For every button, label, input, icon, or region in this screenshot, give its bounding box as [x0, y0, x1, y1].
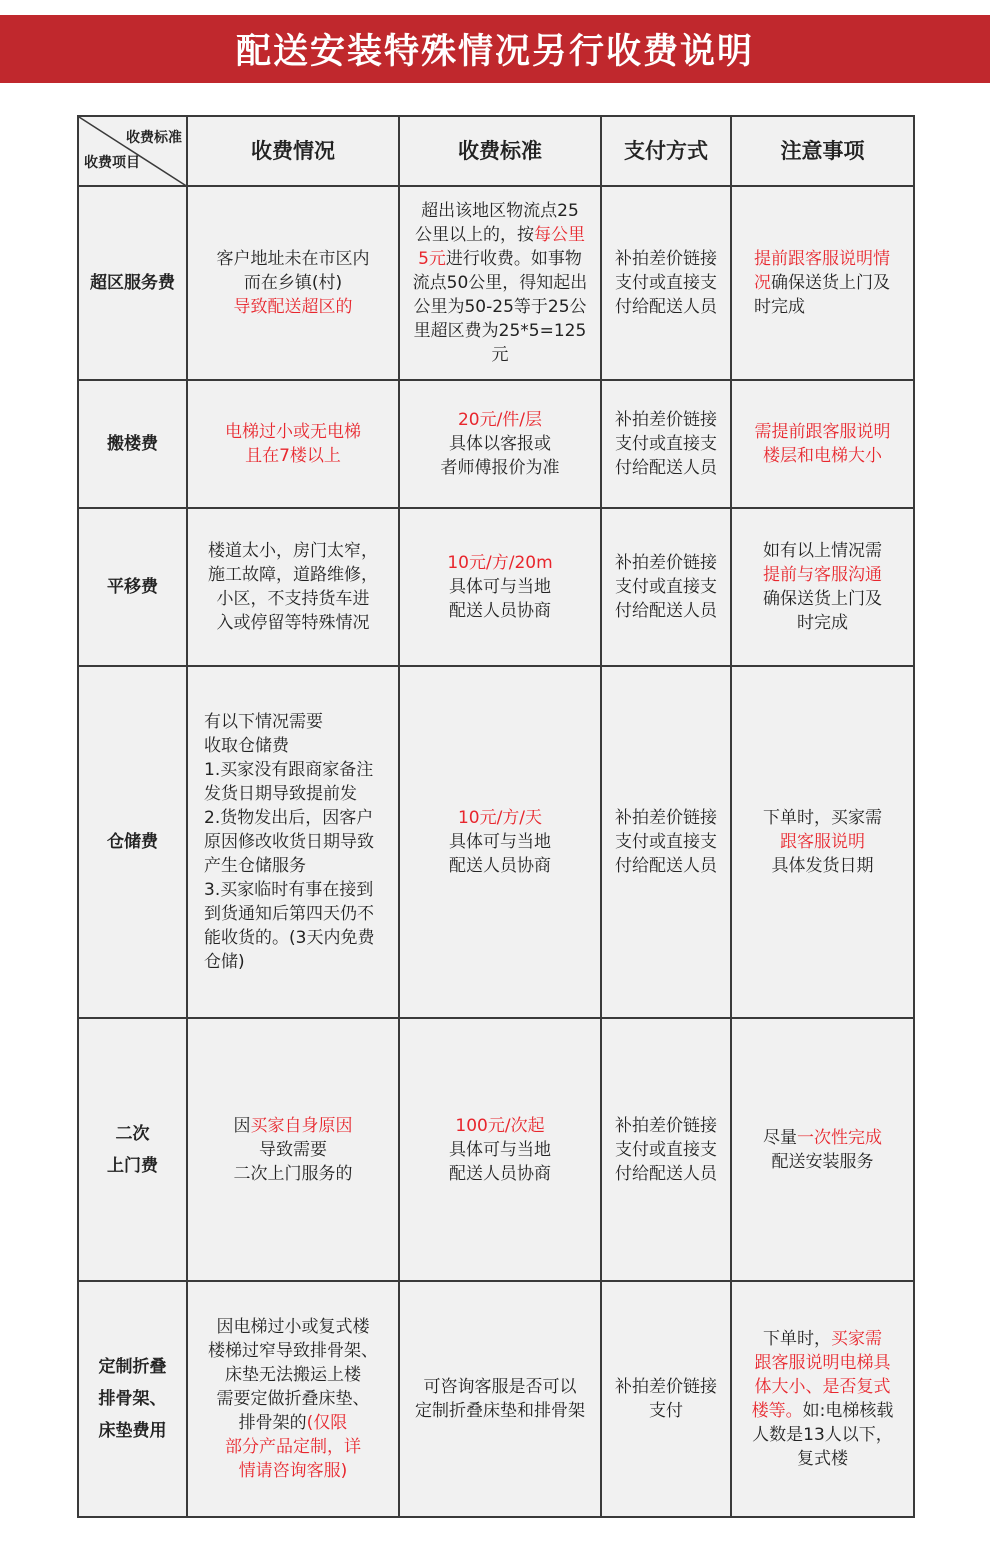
situation-text: 楼梯过窄导致排骨架、 [208, 1341, 378, 1361]
situation-line [194, 1114, 392, 1138]
situation-line [194, 563, 392, 587]
standard-line [406, 1375, 594, 1399]
notes-text: 确保送货上门及 [763, 589, 882, 609]
situation-cell [187, 1018, 399, 1281]
situation-line [194, 295, 392, 319]
standard-text: 超出该地区物流点25 [421, 201, 579, 221]
notes-text: 确保送货上门及 [771, 273, 890, 293]
notes-line [738, 1423, 907, 1447]
payment-line [608, 1375, 724, 1399]
situation-line [204, 926, 392, 950]
fee-item-name-line: 超区服务费 [90, 273, 175, 293]
situation-text: 客户地址未在市区内 [216, 249, 370, 269]
notes-text: 买家需 [831, 1329, 882, 1349]
payment-text: 补拍差价链接 [615, 1377, 717, 1397]
situation-text: 仓储) [204, 952, 245, 972]
notes-line [754, 247, 907, 271]
notes-line [754, 271, 907, 295]
standard-line [406, 223, 594, 247]
notes-line [738, 1351, 907, 1375]
situation-line [194, 1435, 392, 1459]
standard-line [406, 319, 594, 367]
situation-line [204, 950, 392, 974]
fee-item-name-line: 搬楼费 [107, 434, 158, 454]
payment-line [608, 599, 724, 623]
notes-line [738, 444, 907, 468]
notes-text: 提前与客服沟通 [763, 565, 882, 585]
table-row [78, 1281, 914, 1517]
notes-text: 需提前跟客服说明 [754, 422, 891, 442]
notes-line [738, 830, 907, 854]
payment-line [608, 432, 724, 456]
situation-text: 能收货的。(3天内免费 [204, 928, 375, 948]
notes-cell [731, 380, 914, 508]
fee-item-name [78, 186, 187, 380]
situation-text: 3.买家临时有事在接到 [204, 880, 374, 900]
table-row [78, 508, 914, 666]
situation-text: 楼道太小，房门太窄， [208, 541, 378, 561]
header-row [78, 116, 914, 186]
payment-text: 支付或直接支 [615, 577, 717, 597]
notes-line [738, 1150, 907, 1174]
standard-line [406, 247, 594, 271]
payment-line [608, 271, 724, 295]
standard-text: 定制折叠床垫和排骨架 [415, 1401, 585, 1421]
standard-line [406, 295, 594, 319]
fee-item-name [78, 1281, 187, 1517]
notes-text: 楼等。 [751, 1401, 803, 1421]
payment-line [608, 247, 724, 271]
fee-item-name-line: 平移费 [107, 577, 158, 597]
notes-line [738, 1375, 907, 1399]
standard-text: 具体可与当地 [449, 577, 551, 597]
situation-cell [187, 380, 399, 508]
payment-cell [601, 186, 731, 380]
standard-text: 者师傅报价为准 [440, 458, 560, 478]
payment-line [608, 295, 724, 319]
situation-cell [187, 186, 399, 380]
standard-text: 流点50公里，得知起出 [412, 273, 588, 293]
situation-line [194, 271, 392, 295]
situation-line [194, 539, 392, 563]
situation-line [194, 1339, 392, 1363]
fee-item-name [78, 380, 187, 508]
notes-text: 况 [754, 273, 771, 293]
payment-cell [601, 1281, 731, 1517]
payment-line [608, 854, 724, 878]
situation-text: 原因修改收货日期导致 [204, 832, 374, 852]
standard-line [406, 806, 594, 830]
notes-line [738, 539, 907, 563]
fee-item-name-line: 上门费 [107, 1155, 158, 1176]
notes-text: 楼层和电梯大小 [763, 446, 882, 466]
situation-line [194, 1162, 392, 1186]
standard-cell [399, 666, 601, 1018]
payment-text: 付给配送人员 [615, 297, 717, 317]
payment-line [608, 806, 724, 830]
situation-text: 需要定做折叠床垫、 [216, 1389, 370, 1409]
situation-text: (仅限 [306, 1413, 348, 1433]
notes-cell [731, 186, 914, 380]
notes-line [738, 1447, 907, 1471]
payment-text: 支付或直接支 [615, 1139, 717, 1160]
situation-text: 导致配送超区的 [233, 297, 353, 317]
situation-text: 发货日期导致提前发 [204, 784, 357, 804]
standard-line [406, 854, 594, 878]
situation-text: 收取仓储费 [204, 736, 289, 756]
notes-text: 如有以上情况需 [763, 541, 882, 561]
fee-item-name [78, 1018, 187, 1281]
notes-line [738, 1399, 907, 1423]
payment-line [608, 1399, 724, 1423]
standard-text: 公里为50-25等于25公 [413, 297, 587, 317]
fee-item-name [78, 508, 187, 666]
situation-text: 产生仓储服务 [204, 856, 306, 876]
standard-text: 20元/件/层 [457, 410, 543, 430]
standard-line [406, 432, 594, 456]
payment-line [608, 575, 724, 599]
situation-cell [187, 1281, 399, 1517]
situation-line [204, 758, 392, 782]
situation-text: 电梯过小或无电梯 [225, 422, 361, 442]
notes-cell [731, 1018, 914, 1281]
standard-text: 进行收费。如事物 [445, 249, 582, 269]
fee-item-name-line: 床垫费用 [98, 1421, 167, 1441]
table-row [78, 666, 914, 1018]
notes-text: 如:电梯核载 [802, 1401, 894, 1421]
fee-table [77, 115, 915, 1518]
payment-text: 补拍差价链接 [615, 808, 717, 828]
notes-text: 具体发货日期 [771, 856, 874, 876]
notes-text: 配送安装服务 [771, 1151, 874, 1172]
notes-text: 一次性完成 [797, 1127, 882, 1148]
title-banner [0, 15, 990, 83]
table-row [78, 380, 914, 508]
fee-item-name-line: 仓储费 [107, 832, 158, 852]
notes-text: 下单时，买家需 [763, 808, 882, 828]
notes-text: 复式楼 [797, 1449, 848, 1469]
standard-line [406, 456, 594, 480]
notes-text: 时完成 [754, 297, 805, 317]
situation-line [204, 854, 392, 878]
standard-text: 每公里 [534, 225, 585, 245]
corner-cell [78, 116, 187, 186]
standard-line [406, 599, 594, 623]
standard-line [406, 408, 594, 432]
situation-text: 情请咨询客服) [238, 1461, 348, 1481]
situation-line [204, 830, 392, 854]
standard-cell [399, 380, 601, 508]
notes-line [738, 563, 907, 587]
situation-text: 而在乡镇(村) [243, 273, 343, 293]
situation-cell [187, 666, 399, 1018]
payment-cell [601, 508, 731, 666]
standard-text: 10元/方/天 [457, 808, 543, 828]
situation-text: 1.买家没有跟商家备注 [204, 760, 374, 780]
situation-text: 二次上门服务的 [233, 1163, 353, 1184]
payment-cell [601, 666, 731, 1018]
payment-text: 补拍差价链接 [615, 553, 717, 573]
payment-line [608, 1114, 724, 1138]
standard-cell [399, 1018, 601, 1281]
situation-text: 入或停留等特殊情况 [216, 613, 370, 633]
standard-text: 10元/方/20m [447, 553, 553, 573]
situation-cell [187, 508, 399, 666]
situation-text: 小区，不支持货车进 [216, 589, 370, 609]
notes-line [738, 806, 907, 830]
situation-text: 且在7楼以上 [245, 446, 341, 466]
table-row [78, 186, 914, 380]
standard-line [406, 271, 594, 295]
situation-text: 有以下情况需要 [204, 712, 323, 732]
situation-line [194, 444, 392, 468]
situation-line [194, 420, 392, 444]
situation-line [194, 1315, 392, 1339]
fee-item-name-line: 排骨架、 [98, 1389, 167, 1409]
situation-line [194, 1387, 392, 1411]
standard-line [406, 551, 594, 575]
header-standard: 收费标准 [399, 116, 601, 186]
situation-line [194, 1411, 392, 1435]
notes-text: 提前跟客服说明情 [754, 249, 890, 269]
standard-line [406, 1114, 594, 1138]
situation-line [204, 806, 392, 830]
standard-text: 可咨询客服是否可以 [423, 1377, 577, 1397]
notes-text: 跟客服说明电梯具 [754, 1353, 891, 1373]
notes-text: 体大小、是否复式 [754, 1377, 891, 1397]
payment-text: 补拍差价链接 [615, 249, 717, 269]
situation-text: 排骨架的 [238, 1413, 307, 1433]
standard-line [406, 1399, 594, 1423]
notes-line [738, 611, 907, 635]
situation-text: 到货通知后第四天仍不 [204, 904, 374, 924]
payment-text: 支付或直接支 [615, 273, 717, 293]
payment-text: 付给配送人员 [615, 601, 717, 621]
situation-text: 因电梯过小或复式楼 [216, 1317, 370, 1337]
notes-text: 尽量 [763, 1127, 797, 1148]
payment-line [608, 1162, 724, 1186]
standard-text: 配送人员协商 [449, 601, 551, 621]
situation-text: 2.货物发出后，因客户 [204, 808, 374, 828]
corner-bottom-label: 收费项目 [84, 155, 140, 171]
fee-item-name-line: 二次 [115, 1123, 150, 1144]
standard-text: 配送人员协商 [449, 1163, 551, 1184]
notes-text: 下单时， [763, 1329, 831, 1349]
payment-cell [601, 1018, 731, 1281]
notes-cell [731, 508, 914, 666]
situation-line [204, 734, 392, 758]
situation-line [194, 587, 392, 611]
payment-line [608, 408, 724, 432]
payment-text: 付给配送人员 [615, 856, 717, 876]
header-notes: 注意事项 [731, 116, 914, 186]
situation-text: 买家自身原因 [250, 1115, 353, 1136]
standard-text: 具体可与当地 [449, 1139, 551, 1160]
payment-text: 补拍差价链接 [615, 1115, 717, 1136]
standard-cell [399, 186, 601, 380]
payment-line [608, 830, 724, 854]
notes-cell [731, 666, 914, 1018]
situation-line [204, 782, 392, 806]
situation-line [204, 878, 392, 902]
payment-text: 支付或直接支 [615, 832, 717, 852]
notes-line [738, 420, 907, 444]
payment-text: 支付或直接支 [615, 434, 717, 454]
notes-line [754, 295, 907, 319]
payment-cell [601, 380, 731, 508]
standard-text: 公里以上的，按 [415, 225, 534, 245]
standard-text: 配送人员协商 [449, 856, 551, 876]
notes-line [738, 854, 907, 878]
standard-line [406, 830, 594, 854]
situation-text: 施工故障，道路维修， [208, 565, 378, 585]
situation-text: 因 [233, 1115, 251, 1136]
payment-text: 付给配送人员 [615, 458, 717, 478]
situation-line [194, 247, 392, 271]
situation-line [194, 611, 392, 635]
payment-line [608, 551, 724, 575]
situation-line [194, 1459, 392, 1483]
situation-text: 床垫无法搬运上楼 [225, 1365, 361, 1385]
standard-cell [399, 1281, 601, 1517]
payment-line [608, 456, 724, 480]
corner-top-label: 收费标准 [126, 130, 182, 146]
payment-line [608, 1138, 724, 1162]
fee-item-name [78, 666, 187, 1018]
standard-text: 具体可与当地 [449, 832, 551, 852]
standard-text: 5元 [418, 249, 446, 269]
page-title: 配送安装特殊情况另行收费说明 [235, 32, 754, 72]
standard-line [406, 575, 594, 599]
situation-text: 导致需要 [259, 1139, 327, 1160]
payment-text: 付给配送人员 [615, 1163, 717, 1184]
situation-line [194, 1138, 392, 1162]
table-row [78, 1018, 914, 1281]
standard-text: 里超区费为25*5=125元 [413, 321, 587, 365]
notes-text: 跟客服说明 [780, 832, 865, 852]
situation-line [204, 710, 392, 734]
standard-cell [399, 508, 601, 666]
standard-line [406, 1138, 594, 1162]
standard-text: 100元/次起 [455, 1115, 545, 1136]
situation-line [194, 1363, 392, 1387]
standard-line [406, 1162, 594, 1186]
header-situation: 收费情况 [187, 116, 399, 186]
notes-line [738, 1327, 907, 1351]
situation-line [204, 902, 392, 926]
notes-line [738, 587, 907, 611]
payment-text: 补拍差价链接 [615, 410, 717, 430]
standard-text: 具体以客报或 [449, 434, 551, 454]
fee-item-name-line: 定制折叠 [98, 1357, 167, 1377]
notes-text: 时完成 [797, 613, 848, 633]
payment-text: 支付 [649, 1401, 683, 1421]
notes-line [738, 1126, 907, 1150]
notes-text: 人数是13人以下， [752, 1425, 893, 1445]
notes-cell [731, 1281, 914, 1517]
situation-text: 部分产品定制，详 [225, 1437, 361, 1457]
header-payment: 支付方式 [601, 116, 731, 186]
standard-line [406, 199, 594, 223]
